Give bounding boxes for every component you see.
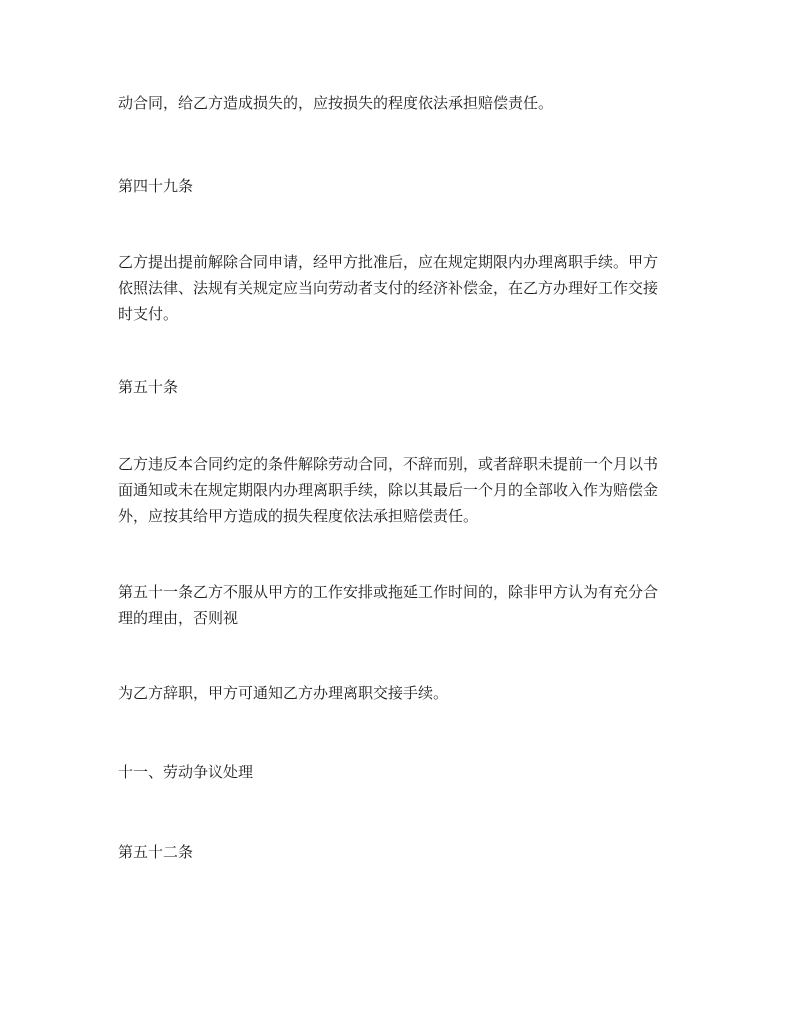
article-51-paragraph xyxy=(118,579,688,631)
text-line: 第五十一条乙方不服从甲方的工作安排或拖延工作时间的，除非甲方认为有充分合 xyxy=(118,583,659,601)
heading-text: 十一、劳动争议处理 xyxy=(118,763,254,781)
text-line: 面通知或未在规定期限内办理离职手续，除以其最后一个月的全部收入作为赔偿金 xyxy=(118,481,659,499)
paragraph-continuation xyxy=(118,90,688,116)
text-line: 外，应按其给甲方造成的损失程度依法承担赔偿责任。 xyxy=(118,507,479,525)
section-heading-11 xyxy=(118,759,688,785)
text-line: 时支付。 xyxy=(118,305,179,323)
heading-text: 第四十九条 xyxy=(118,177,194,195)
text-line: 乙方提出提前解除合同申请，经甲方批准后，应在规定期限内办理离职手续。甲方 xyxy=(118,253,659,271)
article-51-continuation xyxy=(118,680,688,706)
article-49-paragraph xyxy=(118,249,688,327)
article-50-paragraph xyxy=(118,451,688,529)
heading-text: 第五十条 xyxy=(118,378,179,396)
article-heading-49 xyxy=(118,173,688,199)
text-line: 理的理由，否则视 xyxy=(118,609,239,627)
text-line: 依照法律、法规有关规定应当向劳动者支付的经济补偿金，在乙方办理好工作交接 xyxy=(118,279,659,297)
text-line: 为乙方辞职，甲方可通知乙方办理离职交接手续。 xyxy=(118,684,449,702)
article-heading-52 xyxy=(118,839,688,865)
text-line: 乙方违反本合同约定的条件解除劳动合同，不辞而别，或者辞职未提前一个月以书 xyxy=(118,455,659,473)
article-heading-50 xyxy=(118,374,688,400)
text-line: 动合同，给乙方造成损失的，应按损失的程度依法承担赔偿责任。 xyxy=(118,94,554,112)
heading-text: 第五十二条 xyxy=(118,843,194,861)
